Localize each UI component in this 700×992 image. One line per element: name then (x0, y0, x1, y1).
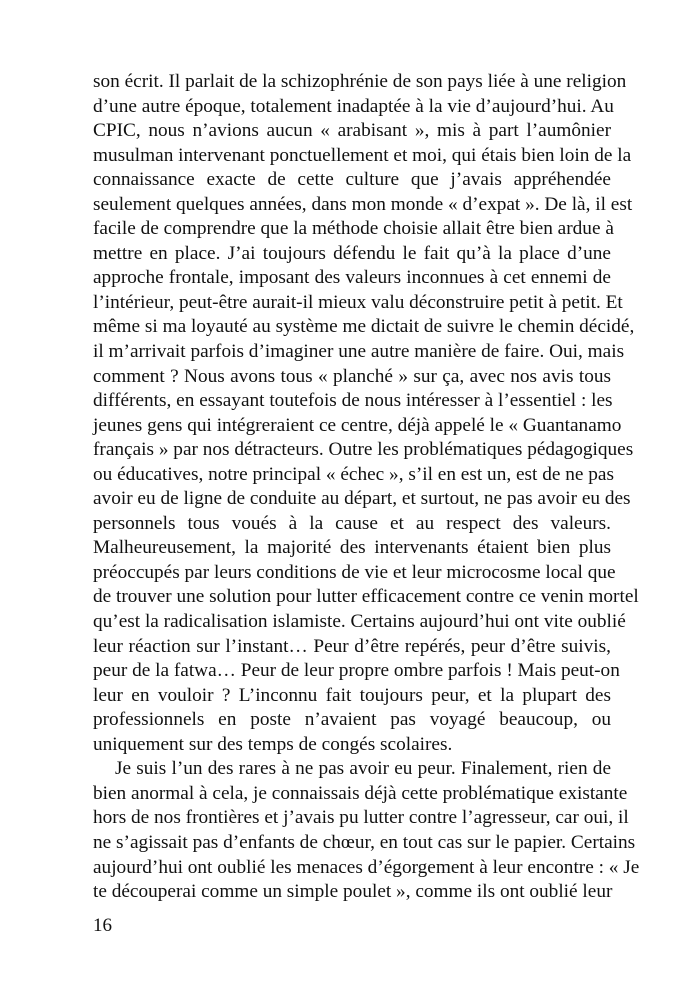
text-line: professionnels en poste n’avaient pas voyagé beaucoup, ou (93, 709, 611, 731)
text-line: peur de la fatwa… Peur de leur propre ombre parfois ! Mais peut-on (93, 660, 620, 682)
text-line: te découperai comme un simple poulet », comme ils ont oublié leur (93, 881, 613, 903)
text-line: ne s’agissait pas d’enfants de chœur, en tout cas sur le papier. Certains (93, 831, 636, 853)
text-line: français » par nos détracteurs. Outre les problématiques pédagogiques (93, 439, 634, 461)
text-line: comment ? Nous avons tous « planché » sur ça, avec nos avis tous (93, 365, 611, 387)
text-line: uniquement sur des temps de congés scolaires. (93, 733, 453, 755)
text-line: même si ma loyauté au système me dictait de suivre le chemin décidé, (93, 316, 635, 338)
text-line: Je suis l’un des rares à ne pas avoir eu peur. Finalement, rien de (115, 758, 611, 780)
text-line: hors de nos frontières et j’avais pu lutter contre l’agresseur, car oui, il (93, 807, 629, 829)
text-line: CPIC, nous n’avions aucun « arabisant », mis à part l’aumônier (93, 120, 611, 142)
body-text (93, 70, 640, 905)
text-line: jeunes gens qui intégreraient ce centre, déjà appelé le « Guantanamo (93, 414, 622, 436)
text-line: connaissance exacte de cette culture que j’avais appréhendée (93, 169, 611, 191)
text-line: il m’arrivait parfois d’imaginer une autre manière de faire. Oui, mais (93, 341, 625, 363)
text-line: d’une autre époque, totalement inadaptée à la vie d’aujourd’hui. Au (93, 95, 614, 117)
page-number: 16 (93, 915, 112, 936)
text-line: approche frontale, imposant des valeurs inconnues à cet ennemi de (93, 267, 611, 289)
text-line: musulman intervenant ponctuellement et moi, qui étais bien loin de la (93, 144, 632, 166)
text-line: Malheureusement, la majorité des intervenants étaient bien plus (93, 537, 611, 559)
text-line: qu’est la radicalisation islamiste. Certains aujourd’hui ont vite oublié (93, 611, 626, 633)
text-line: ou éducatives, notre principal « échec », s’il en est un, est de ne pas (93, 463, 614, 485)
paragraph (93, 757, 640, 904)
text-line: bien anormal à cela, je connaissais déjà cette problématique existante (93, 782, 628, 804)
text-line: leur réaction sur l’instant… Peur d’être repérés, peur d’être suivis, (93, 635, 611, 657)
text-line: préoccupés par leurs conditions de vie et leur microcosme local que (93, 561, 616, 583)
text-line: différents, en essayant toutefois de nous intéresser à l’essentiel : les (93, 390, 613, 412)
text-line: personnels tous voués à la cause et au respect des valeurs. (93, 512, 611, 534)
text-line: seulement quelques années, dans mon monde « d’expat ». De là, il est (93, 193, 633, 215)
text-line: avoir eu de ligne de conduite au départ, et surtout, ne pas avoir eu des (93, 488, 631, 510)
text-line: mettre en place. J’ai toujours défendu le fait qu’à la place d’une (93, 242, 611, 264)
text-line: son écrit. Il parlait de la schizophrénie de son pays liée à une religion (93, 71, 627, 92)
paragraph (93, 70, 639, 757)
text-line: l’intérieur, peut-être aurait-il mieux valu déconstruire petit à petit. Et (93, 291, 623, 313)
text-line: facile de comprendre que la méthode choisie allait être bien ardue à (93, 218, 614, 240)
text-line: aujourd’hui ont oublié les menaces d’égorgement à leur encontre : « Je (93, 856, 640, 878)
text-line: leur en vouloir ? L’inconnu fait toujours peur, et la plupart des (93, 684, 611, 706)
text-line: de trouver une solution pour lutter efficacement contre ce venin mortel (93, 586, 639, 608)
